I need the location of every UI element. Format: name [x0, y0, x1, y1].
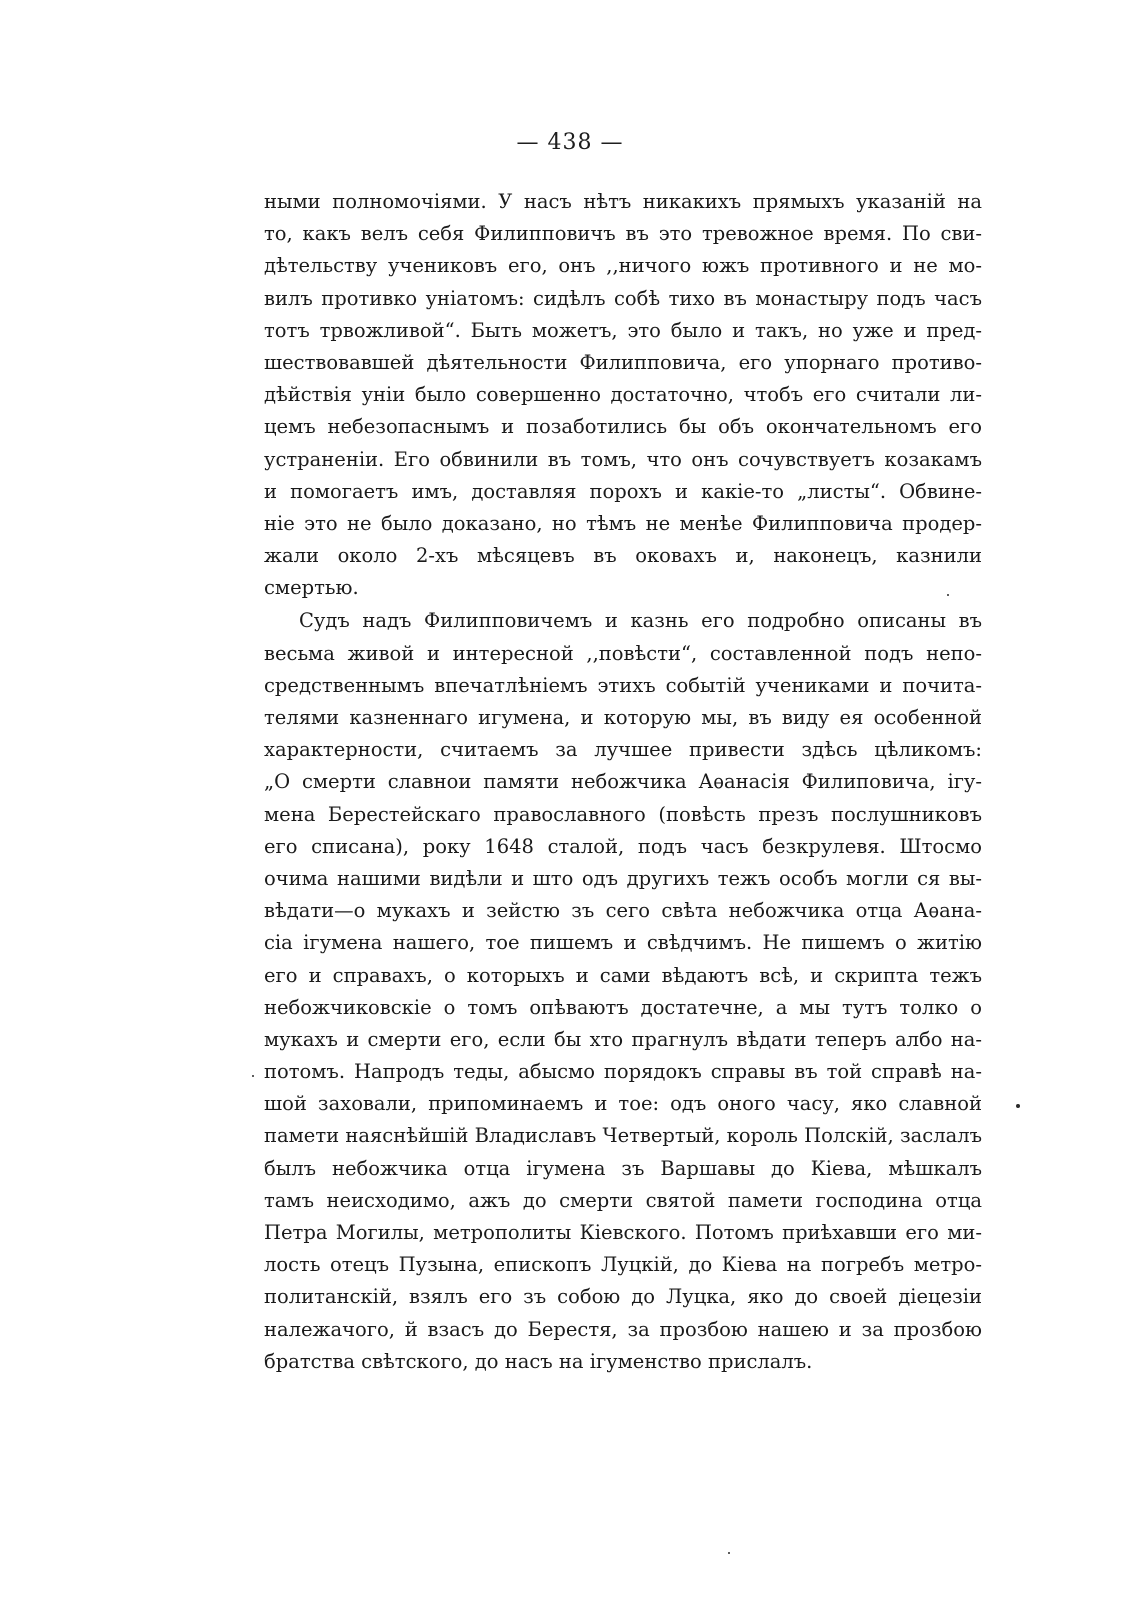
text-line: очима нашими видѣли и што одъ другихъ тежъ особъ могли ся вы-	[264, 866, 982, 890]
text-line: лость отецъ Пузына, епископъ Луцкій, до Кіева на погребъ метро-	[264, 1253, 982, 1277]
text-line: братства свѣтского, до насъ на ігуменство прислалъ.	[264, 1349, 813, 1373]
body-text	[264, 186, 982, 1378]
text-line: и помогаетъ имъ, доставляя порохъ и какіе-то „листы“. Обвине-	[264, 479, 982, 503]
text-line: политанскій, взялъ его зъ собою до Луцка, яко до своей діецезіи	[264, 1285, 982, 1309]
text-line: належачого, й взасъ до Берестя, за прозбою нашею и за прозбою	[264, 1317, 982, 1341]
text-line: устраненіи. Его обвинили въ томъ, что онъ сочувствуетъ козакамъ	[264, 447, 982, 471]
text-line: дѣйствія уніи было совершенно достаточно, чтобъ его считали ли-	[264, 383, 982, 407]
text-line: его списана), року 1648 сталой, подъ часъ безкрулевя. Штосмо	[264, 834, 982, 858]
text-line: вилъ противко уніатомъ: сидѣлъ собѣ тихо въ монастыру подъ часъ	[264, 286, 982, 310]
text-line: небожчиковскіе о томъ опѣваютъ достатечне, а мы тутъ толко о	[264, 995, 982, 1019]
text-line: ными полномочіями. У насъ нѣтъ никакихъ прямыхъ указаній на	[264, 190, 982, 213]
scan-speck	[728, 1552, 730, 1554]
text-line: потомъ. Напродъ теды, абысмо порядокъ справы въ той справѣ на-	[264, 1060, 982, 1084]
text-line: Петра Могилы, метрополиты Кіевского. Потомъ приѣхавши его ми-	[264, 1221, 982, 1244]
text-line: шой заховали, припоминаемъ и тое: одъ оного часу, яко славной	[264, 1092, 982, 1116]
text-line: тотъ трвожливой“. Быть можетъ, это было и такъ, но уже и пред-	[264, 318, 982, 342]
paragraph-1	[264, 186, 982, 604]
scan-speck	[947, 594, 949, 596]
text-line: его и справахъ, о которыхъ и сами вѣдаютъ всѣ, и скрипта тежъ	[264, 963, 982, 987]
text-line: средственнымъ впечатлѣніемъ этихъ событій учениками и почита-	[264, 673, 982, 697]
text-line: памети наяснѣйшій Владиславъ Четвертый, король Полскій, заслалъ	[264, 1124, 982, 1148]
text-line: ніе это не было доказано, но тѣмъ не менѣе Филипповича продер-	[264, 511, 982, 535]
text-line: былъ небожчика отца ігумена зъ Варшавы до Кіева, мѣшкалъ	[264, 1156, 982, 1180]
text-line: характерности, считаемъ за лучшее привести здѣсь цѣликомъ:	[264, 738, 982, 762]
text-line: весьма живой и интересной ,,повѣсти“, составленной подъ непо-	[264, 641, 982, 665]
text-line: то, какъ велъ себя Филипповичъ въ это тревожное время. По сви-	[264, 222, 982, 246]
text-line: Судъ надъ Филипповичемъ и казнь его подробно описаны въ	[299, 609, 982, 633]
text-line: мена Берестейскаго православного (повѣсть презъ послушниковъ	[264, 802, 982, 826]
scan-speck	[1016, 1104, 1020, 1108]
text-line: сіа ігумена нашего, тое пишемъ и свѣдчимъ. Не пишемъ о житію	[264, 931, 982, 955]
text-line: дѣтельству учениковъ его, онъ ,,ничого южъ противного и не мо-	[264, 254, 982, 278]
text-line: шествовавшей дѣятельности Филипповича, его упорнаго противо-	[264, 350, 982, 374]
text-line: телями казненнаго игумена, и которую мы, въ виду ея особенной	[264, 706, 982, 729]
scan-speck	[252, 1075, 254, 1077]
text-line: смертью.	[264, 576, 359, 600]
page-number: — 438 —	[516, 130, 624, 155]
text-line: „О смерти славнои памяти небожчика Аѳанасія Филиповича, ігу-	[264, 770, 982, 794]
paragraph-2	[264, 605, 982, 1378]
text-line: мукахъ и смерти его, если бы хто прагнулъ вѣдати теперъ албо на-	[264, 1027, 982, 1051]
text-line: тамъ неисходимо, ажъ до смерти святой памети господина отца	[264, 1188, 982, 1212]
text-line: цемъ небезопаснымъ и позаботились бы объ окончательномъ его	[264, 415, 982, 439]
text-line: жали около 2-хъ мѣсяцевъ въ оковахъ и, наконецъ, казнили	[264, 544, 982, 568]
text-line: вѣдати—о мукахъ и зейстю зъ сего свѣта небожчика отца Аѳана-	[264, 899, 982, 923]
